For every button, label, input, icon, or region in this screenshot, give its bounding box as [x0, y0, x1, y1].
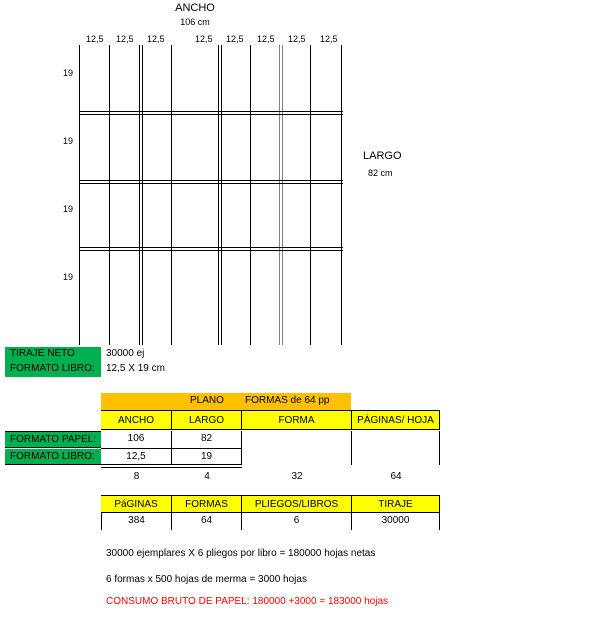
col-label-5: 12,5: [226, 34, 244, 44]
formato-libro-value: 12,5 X 19 cm: [106, 363, 165, 374]
grid-hline: [79, 111, 343, 112]
col-forma-header: FORMA: [242, 410, 352, 430]
grid-vline: [218, 45, 219, 345]
grid-vline: [142, 45, 143, 345]
grid-vline: [79, 45, 80, 345]
v-tiraje: 30000: [352, 513, 440, 530]
note-merma: 6 formas x 500 hojas de merma = 3000 hojas: [106, 574, 307, 585]
grid-vline: [221, 45, 222, 345]
v-paginas: 384: [101, 513, 172, 530]
v-formas: 64: [172, 513, 242, 530]
total-underline: [101, 467, 242, 468]
ancho-value: 106 cm: [180, 17, 210, 27]
grid-hline: [79, 114, 343, 115]
papel-ancho-cell: 106: [101, 431, 172, 448]
plano-label: PLANO: [190, 395, 224, 406]
grid-vline: [279, 45, 280, 345]
result-ancho: 8: [133, 471, 140, 482]
tiraje-neto-value: 30000 ej: [106, 348, 145, 359]
v-pliegos: 6: [242, 513, 352, 530]
row-label-3: 19: [63, 204, 74, 214]
tiraje-neto-label: TIRAJE NETO: [5, 347, 101, 362]
col-label-7: 12,5: [288, 34, 306, 44]
h-tiraje: TIRAJE: [352, 495, 440, 513]
largo-value: 82 cm: [368, 168, 393, 178]
grid-hline: [79, 250, 343, 251]
h-formas: FORMAS: [172, 495, 242, 513]
h-paginas: PáGINAS: [101, 495, 172, 513]
grid-vline: [341, 45, 342, 345]
formato-libro-label: FORMATO LIBRO:: [5, 362, 101, 377]
col-label-1: 12,5: [86, 34, 104, 44]
paginas-empty-cell: [352, 431, 440, 465]
grid-vline: [282, 45, 283, 345]
libro-ancho-cell: 12,5: [101, 448, 172, 465]
col-label-3: 12,5: [147, 34, 165, 44]
grid-hline: [79, 247, 343, 248]
row-label-1: 19: [63, 68, 74, 78]
largo-title: LARGO: [363, 150, 402, 162]
note-hojas-netas: 30000 ejemplares X 6 pliegos por libro = 180000 hojas netas: [106, 548, 376, 559]
row-label-2: 19: [63, 136, 74, 146]
col-label-2: 12,5: [116, 34, 134, 44]
libro-largo-cell: 19: [172, 448, 242, 465]
papel-largo-cell: 82: [172, 431, 242, 448]
col-ancho-header: ANCHO: [101, 410, 172, 430]
note-consumo-bruto: CONSUMO BRUTO DE PAPEL: 180000 +3000 = 183000 hojas: [106, 596, 389, 607]
grid-hline: [79, 180, 343, 181]
result-forma: 32: [291, 471, 303, 482]
grid-vline: [109, 45, 110, 345]
h-pliegos-libros: PLIEGOS/LIBROS: [242, 495, 352, 513]
col-label-4: 12,5: [195, 34, 213, 44]
col-largo-header: LARGO: [172, 410, 242, 430]
grid-hline: [79, 183, 343, 184]
grid-vline: [139, 45, 140, 345]
col-paginas-hoja-header: PÁGINAS/ HOJA: [352, 410, 440, 430]
grid-vline: [310, 45, 311, 345]
forma-empty-cell: [242, 431, 352, 465]
formato-libro-row-label: FORMATO LIBRO:: [5, 449, 101, 465]
row-label-4: 19: [63, 272, 74, 282]
grid-vline: [250, 45, 251, 345]
formas-64-label: FORMAS de 64 pp: [245, 395, 330, 406]
col-label-8: 12,5: [320, 34, 338, 44]
col-label-6: 12,5: [257, 34, 275, 44]
result-paginas: 64: [390, 471, 402, 482]
result-largo: 4: [204, 471, 210, 482]
formato-papel-row-label: FORMATO PAPEL:: [5, 431, 101, 448]
grid-vline: [171, 45, 172, 345]
ancho-title: ANCHO: [175, 2, 215, 14]
